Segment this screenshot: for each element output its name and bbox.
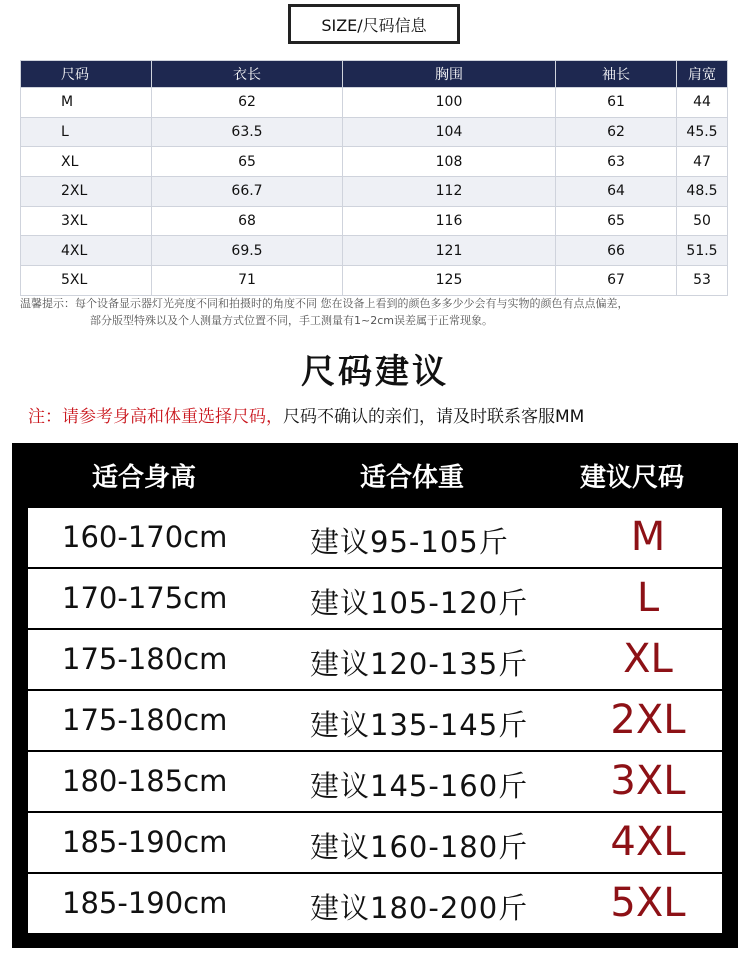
cell-size: L [21, 117, 152, 147]
cell-sleeve: 63 [556, 147, 677, 177]
advice-size: 2XL [610, 697, 686, 743]
advice-row [28, 630, 722, 689]
size-table-header-row [21, 61, 728, 88]
cell-chest: 108 [343, 147, 556, 177]
size-row-xl [21, 147, 728, 177]
header-shoulder: 肩宽 [677, 61, 728, 88]
header-length: 衣长 [152, 61, 343, 88]
cell-chest: 116 [343, 206, 556, 236]
cell-size: 2XL [21, 177, 152, 207]
cell-chest: 121 [343, 236, 556, 266]
cell-sleeve: 65 [556, 206, 677, 236]
cell-size: XL [21, 147, 152, 177]
advice-size: 3XL [610, 758, 686, 804]
advice-size: L [636, 575, 660, 621]
cell-sleeve: 64 [556, 177, 677, 207]
cell-length: 71 [152, 266, 343, 296]
cell-chest: 104 [343, 117, 556, 147]
advice-header [12, 443, 738, 508]
cell-length: 65 [152, 147, 343, 177]
advice-row [28, 874, 722, 933]
cell-length: 69.5 [152, 236, 343, 266]
advice-note-black: 尺码不确认的亲们，请及时联系客服MM [283, 407, 585, 427]
size-row-4xl [21, 236, 728, 266]
advice-height: 185-190cm [62, 825, 228, 859]
cell-sleeve: 66 [556, 236, 677, 266]
advice-height: 160-170cm [62, 520, 228, 554]
advice-size: M [630, 514, 666, 560]
advice-weight: 建议120-135斤 [310, 647, 529, 681]
size-row-l [21, 117, 728, 147]
advice-row [28, 813, 722, 872]
size-advice-title: 尺码建议 [301, 352, 449, 392]
cell-length: 62 [152, 88, 343, 118]
advice-note-red: 注：请参考身高和体重选择尺码， [28, 407, 283, 427]
advice-row [28, 691, 722, 750]
size-row-2xl [21, 177, 728, 207]
advice-header-size: 建议尺码 [579, 463, 684, 493]
size-advice-panel [12, 443, 738, 948]
size-row-3xl [21, 206, 728, 236]
header-sleeve: 袖长 [556, 61, 677, 88]
cell-sleeve: 62 [556, 117, 677, 147]
measurement-note [20, 295, 732, 329]
cell-chest: 100 [343, 88, 556, 118]
note-line-2: 部分版型特殊以及个人测量方式位置不同，手工测量有1~2cm误差属于正常现象。 [90, 314, 493, 327]
advice-size: 4XL [610, 819, 686, 865]
cell-size: 5XL [21, 266, 152, 296]
cell-length: 63.5 [152, 117, 343, 147]
advice-weight: 建议95-105斤 [310, 525, 509, 559]
advice-weight: 建议105-120斤 [310, 586, 529, 620]
cell-size: 3XL [21, 206, 152, 236]
cell-shoulder: 44 [677, 88, 728, 118]
advice-header-weight: 适合体重 [359, 463, 464, 493]
size-table [20, 60, 728, 296]
advice-row [28, 752, 722, 811]
advice-weight: 建议180-200斤 [310, 891, 529, 925]
cell-length: 68 [152, 206, 343, 236]
size-advice-note [28, 402, 748, 427]
header-chest: 胸围 [343, 61, 556, 88]
advice-height: 175-180cm [62, 642, 228, 676]
cell-size: M [21, 88, 152, 118]
advice-header-height: 适合身高 [91, 463, 196, 493]
cell-shoulder: 45.5 [677, 117, 728, 147]
size-row-5xl [21, 266, 728, 296]
cell-shoulder: 51.5 [677, 236, 728, 266]
advice-height: 185-190cm [62, 886, 228, 920]
advice-rows [28, 508, 722, 935]
advice-row [28, 569, 722, 628]
header-size: 尺码 [21, 61, 152, 88]
advice-size: XL [623, 636, 673, 682]
cell-length: 66.7 [152, 177, 343, 207]
advice-weight: 建议145-160斤 [310, 769, 529, 803]
cell-shoulder: 48.5 [677, 177, 728, 207]
advice-size: 5XL [610, 880, 686, 926]
cell-sleeve: 67 [556, 266, 677, 296]
note-line-1: 温馨提示：每个设备显示器灯光亮度不同和拍摄时的角度不同 您在设备上看到的颜色多多少少会有与实物的颜色有点点偏差， [20, 297, 629, 310]
advice-height: 170-175cm [62, 581, 228, 615]
cell-sleeve: 61 [556, 88, 677, 118]
advice-height: 180-185cm [62, 764, 228, 798]
cell-shoulder: 47 [677, 147, 728, 177]
cell-chest: 112 [343, 177, 556, 207]
advice-weight: 建议135-145斤 [310, 708, 529, 742]
cell-chest: 125 [343, 266, 556, 296]
advice-height: 175-180cm [62, 703, 228, 737]
size-row-m [21, 88, 728, 118]
advice-row [28, 508, 722, 567]
cell-size: 4XL [21, 236, 152, 266]
cell-shoulder: 50 [677, 206, 728, 236]
cell-shoulder: 53 [677, 266, 728, 296]
size-info-title: SIZE/尺码信息 [288, 4, 460, 44]
advice-weight: 建议160-180斤 [310, 830, 529, 864]
